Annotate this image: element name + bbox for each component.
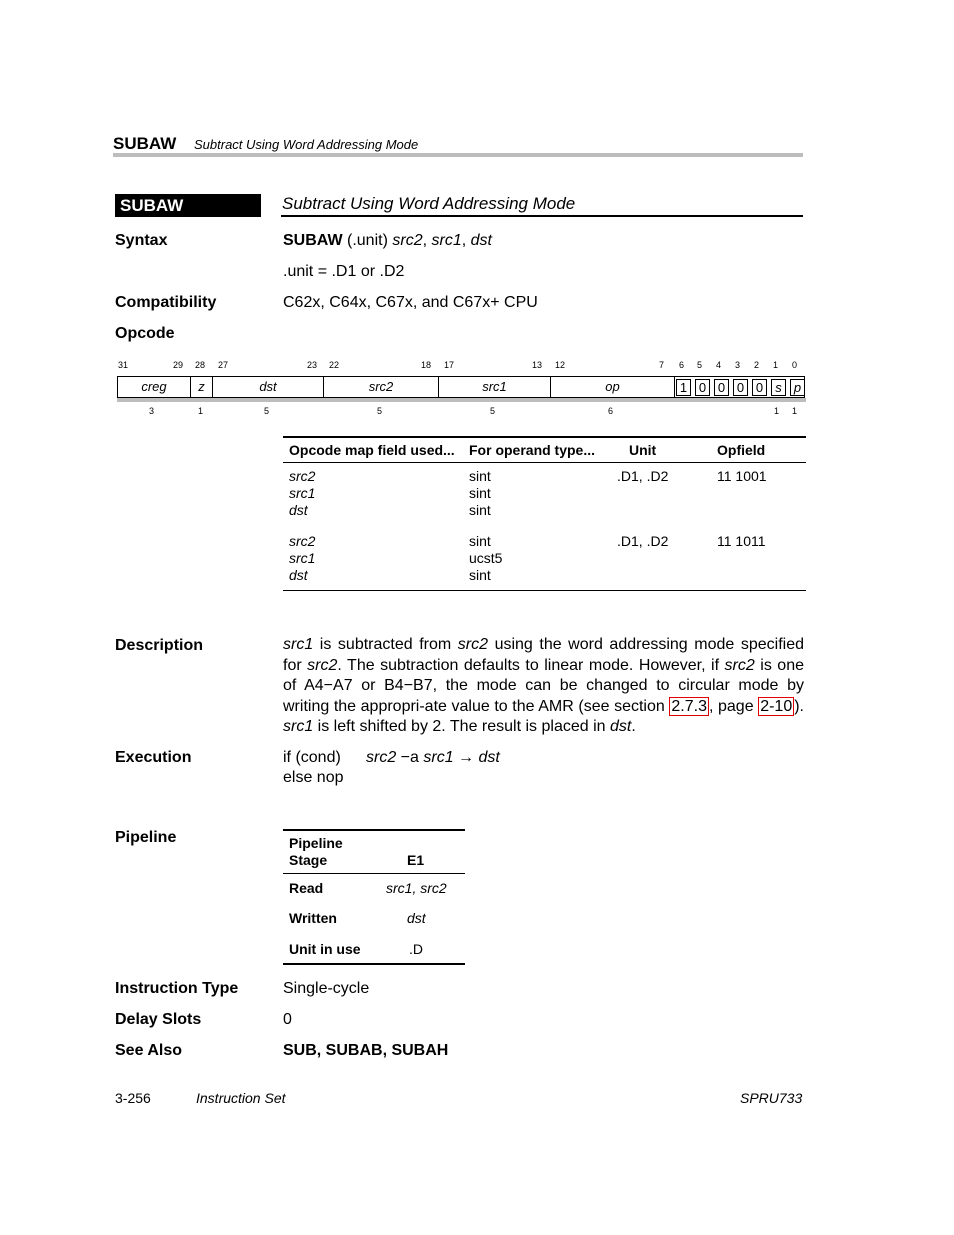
instruction-type-label: Instruction Type (115, 980, 239, 997)
footer-section: Instruction Set (196, 1090, 286, 1106)
field-width: 1 (792, 406, 798, 416)
bit-number: 28 (195, 360, 206, 370)
opcode-fixed-bit: 0 (733, 379, 748, 396)
pipeline-row-value: src1, src2 (386, 880, 447, 896)
exec-operand: src1 (423, 749, 454, 766)
bit-number: 31 (118, 360, 129, 370)
syntax-mnemonic: SUBAW (283, 232, 343, 249)
map-cell-type: ucst5 (469, 550, 503, 566)
opcode-field-creg: creg (118, 377, 191, 397)
map-cell-unit: .D1, .D2 (617, 533, 669, 549)
opcode-field-op: op (551, 377, 675, 397)
description-text (283, 635, 804, 738)
desc-operand: src2 (307, 656, 338, 674)
title-rule (281, 215, 803, 217)
bit-number: 22 (329, 360, 340, 370)
opcode-label: Opcode (115, 325, 175, 342)
delay-slots-label: Delay Slots (115, 1011, 202, 1028)
opcode-field-z: z (191, 377, 213, 397)
map-table-header-rule (283, 462, 806, 463)
bit-number: 13 (532, 360, 543, 370)
bit-number: 1 (773, 360, 779, 370)
map-cell-field: dst (289, 502, 308, 518)
footer-page-number: 3-256 (115, 1090, 151, 1106)
pipeline-row-value: .D (409, 941, 423, 957)
exec-operand: dst (478, 749, 500, 766)
syntax-unit: (.unit) (342, 232, 393, 249)
map-cell-unit: .D1, .D2 (617, 468, 669, 484)
pipeline-row-value: dst (407, 910, 426, 926)
desc-operand: src1 (283, 636, 314, 653)
execution-label: Execution (115, 749, 192, 766)
desc-operand: src2 (457, 636, 488, 653)
map-header-field: Opcode map field used... (289, 442, 455, 458)
pipeline-label: Pipeline (115, 829, 177, 846)
bit-number: 6 (679, 360, 685, 370)
arrow-icon: → (453, 749, 479, 766)
opcode-field-dst: dst (213, 377, 324, 397)
map-cell-field: dst (289, 567, 308, 583)
syntax-unit-line: .unit = .D1 or .D2 (283, 263, 405, 280)
bit-number: 18 (421, 360, 432, 370)
desc-text: is left shifted by 2. The result is placed in (313, 718, 610, 735)
bit-number: 0 (792, 360, 798, 370)
opcode-fixed-bit: 0 (695, 379, 710, 396)
syntax-comma: , (422, 232, 432, 249)
opcode-diagram (117, 376, 805, 398)
bit-number: 27 (218, 360, 229, 370)
map-cell-opfield: 11 1001 (717, 468, 767, 484)
instruction-type-text: Single-cycle (283, 980, 370, 997)
desc-text: . (631, 718, 636, 735)
compatibility-label: Compatibility (115, 294, 217, 311)
opcode-s-bit: s (771, 379, 786, 396)
delay-slots-text: 0 (283, 1011, 292, 1028)
syntax-operand-src1: src1 (431, 232, 462, 249)
bit-number: 5 (697, 360, 703, 370)
opcode-fixed-bit: 1 (676, 379, 691, 396)
field-width: 5 (377, 406, 383, 416)
page-link[interactable]: 2-10 (760, 697, 793, 715)
pipeline-row-stage: Unit in use (289, 941, 361, 957)
running-header-title: SUBAW (113, 134, 177, 153)
field-width: 6 (608, 406, 614, 416)
bit-number: 4 (716, 360, 722, 370)
execution-else: else nop (283, 769, 344, 786)
section-link[interactable]: 2.7.3 (671, 697, 707, 715)
desc-operand: src2 (724, 656, 755, 674)
desc-text: ). (794, 697, 804, 715)
map-cell-type: sint (469, 502, 491, 518)
description-label: Description (115, 637, 204, 654)
map-cell-type: sint (469, 567, 491, 583)
syntax-operand-dst: dst (470, 232, 492, 249)
field-width: 5 (490, 406, 496, 416)
opcode-fixed-bit: 0 (714, 379, 729, 396)
syntax-operand-src2: src2 (392, 232, 423, 249)
map-cell-type: sint (469, 533, 491, 549)
map-cell-type: sint (469, 468, 491, 484)
map-cell-type: sint (469, 485, 491, 501)
running-header-subtitle: Subtract Using Word Addressing Mode (194, 137, 419, 152)
syntax-label: Syntax (115, 232, 168, 249)
field-width: 5 (264, 406, 270, 416)
map-cell-field: src1 (289, 485, 316, 501)
desc-operand: src1 (283, 718, 314, 735)
pipeline-row-stage: Read (289, 880, 324, 896)
bit-number: 2 (754, 360, 760, 370)
desc-operand: dst (609, 718, 632, 735)
map-header-type: For operand type... (469, 442, 596, 458)
execution-cond: if (cond) (283, 749, 341, 766)
bit-number: 29 (173, 360, 184, 370)
map-header-unit: Unit (629, 442, 657, 458)
opcode-p-bit: p (790, 379, 805, 396)
field-width: 1 (774, 406, 780, 416)
pipeline-table-top-rule (283, 829, 465, 831)
opcode-field-src1: src1 (439, 377, 551, 397)
instruction-title: Subtract Using Word Addressing Mode (282, 194, 576, 213)
pipeline-header-e1: E1 (407, 852, 425, 868)
exec-operand: src2 (366, 749, 397, 766)
desc-text: , page (708, 697, 759, 715)
opcode-shadow-rule (117, 398, 806, 402)
compatibility-text: C62x, C64x, C67x, and C67x+ CPU (283, 294, 538, 311)
syntax-line (283, 232, 492, 250)
bit-number: 17 (444, 360, 455, 370)
map-table-top-rule (283, 436, 806, 438)
map-table-bottom-rule (283, 590, 806, 591)
pipeline-header-stage: Stage (289, 852, 328, 868)
execution-expression (366, 749, 500, 767)
map-cell-field: src2 (289, 468, 316, 484)
syntax-comma: , (461, 232, 471, 249)
pipeline-row-stage: Written (289, 910, 337, 926)
header-rule (113, 153, 803, 157)
bit-number: 7 (659, 360, 665, 370)
bit-number: 23 (307, 360, 318, 370)
exec-operator: −a (396, 749, 424, 766)
pipeline-table-header-rule (283, 873, 465, 874)
instruction-mnemonic-box: SUBAW (115, 194, 261, 217)
field-width: 3 (149, 406, 155, 416)
desc-text: is subtracted from (313, 636, 458, 653)
footer-doc-id: SPRU733 (740, 1090, 803, 1106)
see-also-text: SUB, SUBAB, SUBAH (283, 1042, 449, 1059)
pipeline-table-bottom-rule (283, 963, 465, 965)
bit-number: 12 (555, 360, 566, 370)
map-cell-opfield: 11 1011 (717, 533, 766, 549)
pipeline-header-stage: Pipeline (289, 835, 343, 851)
desc-text: . The subtraction defaults to linear mode. However, if (337, 656, 725, 674)
bit-number: 3 (735, 360, 741, 370)
field-width: 1 (198, 406, 204, 416)
map-cell-field: src2 (289, 533, 316, 549)
opcode-fixed-bit: 0 (752, 379, 767, 396)
see-also-label: See Also (115, 1042, 182, 1059)
map-cell-field: src1 (289, 550, 316, 566)
desc-text: is one of A4−A7 or B4−B7, the mode can be changed to circular mode by writing the appropri-ate value to the AMR (see section (283, 656, 805, 715)
map-header-opfield: Opfield (717, 442, 766, 458)
desc-text: using the word addressing mode specified for (283, 636, 805, 674)
opcode-field-src2: src2 (324, 377, 439, 397)
